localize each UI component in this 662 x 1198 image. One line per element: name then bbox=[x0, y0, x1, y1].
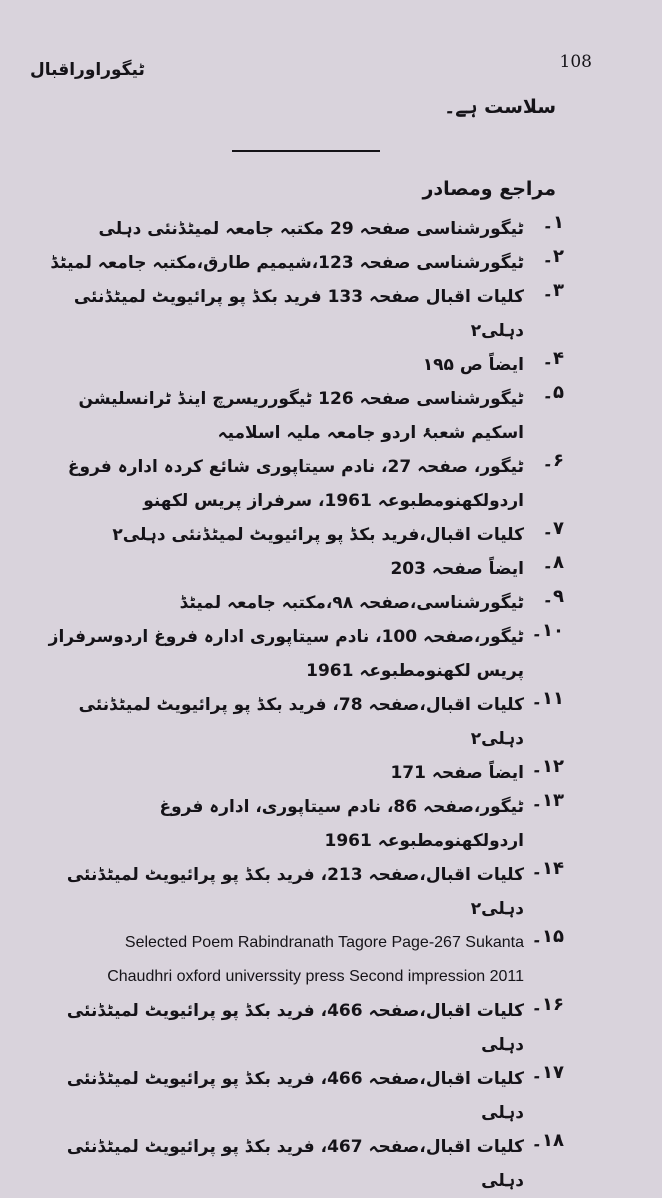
reference-number: ۷۔ bbox=[542, 518, 564, 539]
section-title: مراجع ومصادر bbox=[422, 178, 556, 200]
reference-text: کلیات اقبال صفحہ 133 فرید بکڈ پو پرائیویٹ لمیٹڈنئی دہلی۲ bbox=[73, 287, 524, 341]
reference-number: ۵۔ bbox=[542, 382, 564, 403]
reference-number: ۱۔ bbox=[542, 212, 564, 233]
reference-item bbox=[20, 382, 642, 450]
reference-item bbox=[20, 1062, 642, 1130]
reference-item bbox=[20, 994, 642, 1062]
reference-list bbox=[20, 212, 642, 1198]
reference-item bbox=[20, 926, 642, 994]
reference-item bbox=[20, 246, 642, 280]
reference-number: ۲۔ bbox=[542, 246, 564, 267]
reference-item bbox=[20, 450, 642, 518]
reference-text: ٹیگور،صفحہ 86، نادم سیتاپوری، ادارہ فروغ اردولکھنومطبوعہ 1961 bbox=[159, 797, 524, 851]
reference-text: کلیات اقبال،صفحہ 213، فرید بکڈ پو پرائیویٹ لمیٹڈنئی دہلی۲ bbox=[66, 865, 524, 919]
reference-number: ۱۱۔ bbox=[531, 688, 564, 709]
reference-number: ۱۷۔ bbox=[531, 1062, 564, 1083]
reference-item bbox=[20, 688, 642, 756]
reference-item bbox=[20, 620, 642, 688]
reference-text: ٹیگور، صفحہ 27، نادم سیتاپوری شائع کردہ ادارہ فروغ اردولکھنومطبوعہ 1961، سرفراز پریس لکھنو bbox=[67, 457, 524, 511]
reference-text: ٹیگورشناسی صفحہ 29 مکتبہ جامعہ لمیٹڈنئی دہلی bbox=[98, 219, 524, 239]
continuation-text: سلاست ہے۔ bbox=[444, 96, 556, 118]
running-header-title: ٹیگوراوراقبال bbox=[30, 60, 145, 80]
reference-text: کلیات اقبال،صفحہ 466، فرید بکڈ پو پرائیویٹ لمیٹڈنئی دہلی bbox=[66, 1001, 524, 1055]
reference-text: ٹیگورشناسی،صفحہ ۹۸،مکتبہ جامعہ لمیٹڈ bbox=[179, 593, 524, 613]
reference-text: ٹیگورشناسی صفحہ 123،شیمیم طارق،مکتبہ جامعہ لمیٹڈ bbox=[50, 253, 524, 273]
reference-item bbox=[20, 1130, 642, 1198]
reference-item bbox=[20, 756, 642, 790]
reference-text: کلیات اقبال،صفحہ 467، فرید بکڈ پو پرائیویٹ لمیٹڈنئی دہلی bbox=[66, 1137, 524, 1191]
reference-text: ٹیگورشناسی صفحہ 126 ٹیگورریسرچ اینڈ ٹرانسلیشن اسکیم شعبۂ اردو جامعہ ملیہ اسلامیہ bbox=[78, 389, 524, 443]
reference-item bbox=[20, 586, 642, 620]
reference-text-english: Selected Poem Rabindranath Tagore Page-267 Sukanta bbox=[124, 934, 524, 951]
reference-text: کلیات اقبال،صفحہ 466، فرید بکڈ پو پرائیویٹ لمیٹڈنئی دہلی bbox=[66, 1069, 524, 1123]
reference-text: ایضاً صفحہ 203 bbox=[390, 559, 524, 579]
reference-item bbox=[20, 212, 642, 246]
reference-item bbox=[20, 348, 642, 382]
reference-text-english-line2: Chaudhri oxford universsity press Second impression 2011 bbox=[107, 968, 524, 985]
reference-number: ۱۵۔ bbox=[531, 926, 564, 947]
reference-number: ۱۳۔ bbox=[531, 790, 564, 811]
reference-number: ۸۔ bbox=[542, 552, 564, 573]
reference-number: ۱۸۔ bbox=[531, 1130, 564, 1151]
reference-number: ۱۴۔ bbox=[531, 858, 564, 879]
reference-text: کلیات اقبال،صفحہ 78، فرید بکڈ پو پرائیویٹ لمیٹڈنئی دہلی۲ bbox=[78, 695, 524, 749]
reference-item bbox=[20, 518, 642, 552]
divider-rule bbox=[232, 150, 380, 152]
reference-item bbox=[20, 552, 642, 586]
reference-item bbox=[20, 858, 642, 926]
reference-text: ایضاً صفحہ 171 bbox=[390, 763, 524, 783]
reference-item bbox=[20, 790, 642, 858]
reference-text: ایضاً ص ۱۹۵ bbox=[422, 355, 524, 375]
page-number: 108 bbox=[559, 52, 592, 72]
reference-number: ۴۔ bbox=[542, 348, 564, 369]
reference-number: ۱۰۔ bbox=[531, 620, 564, 641]
reference-number: ۱۲۔ bbox=[531, 756, 564, 777]
reference-number: ۶۔ bbox=[542, 450, 564, 471]
reference-number: ۳۔ bbox=[542, 280, 564, 301]
reference-text: کلیات اقبال،فرید بکڈ پو پرائیویٹ لمیٹڈنئی دہلی۲ bbox=[112, 525, 524, 545]
reference-number: ۱۶۔ bbox=[531, 994, 564, 1015]
reference-item bbox=[20, 280, 642, 348]
reference-number: ۹۔ bbox=[542, 586, 564, 607]
reference-text: ٹیگور،صفحہ 100، نادم سیتاپوری ادارہ فروغ اردوسرفراز پریس لکھنومطبوعہ 1961 bbox=[48, 627, 524, 681]
